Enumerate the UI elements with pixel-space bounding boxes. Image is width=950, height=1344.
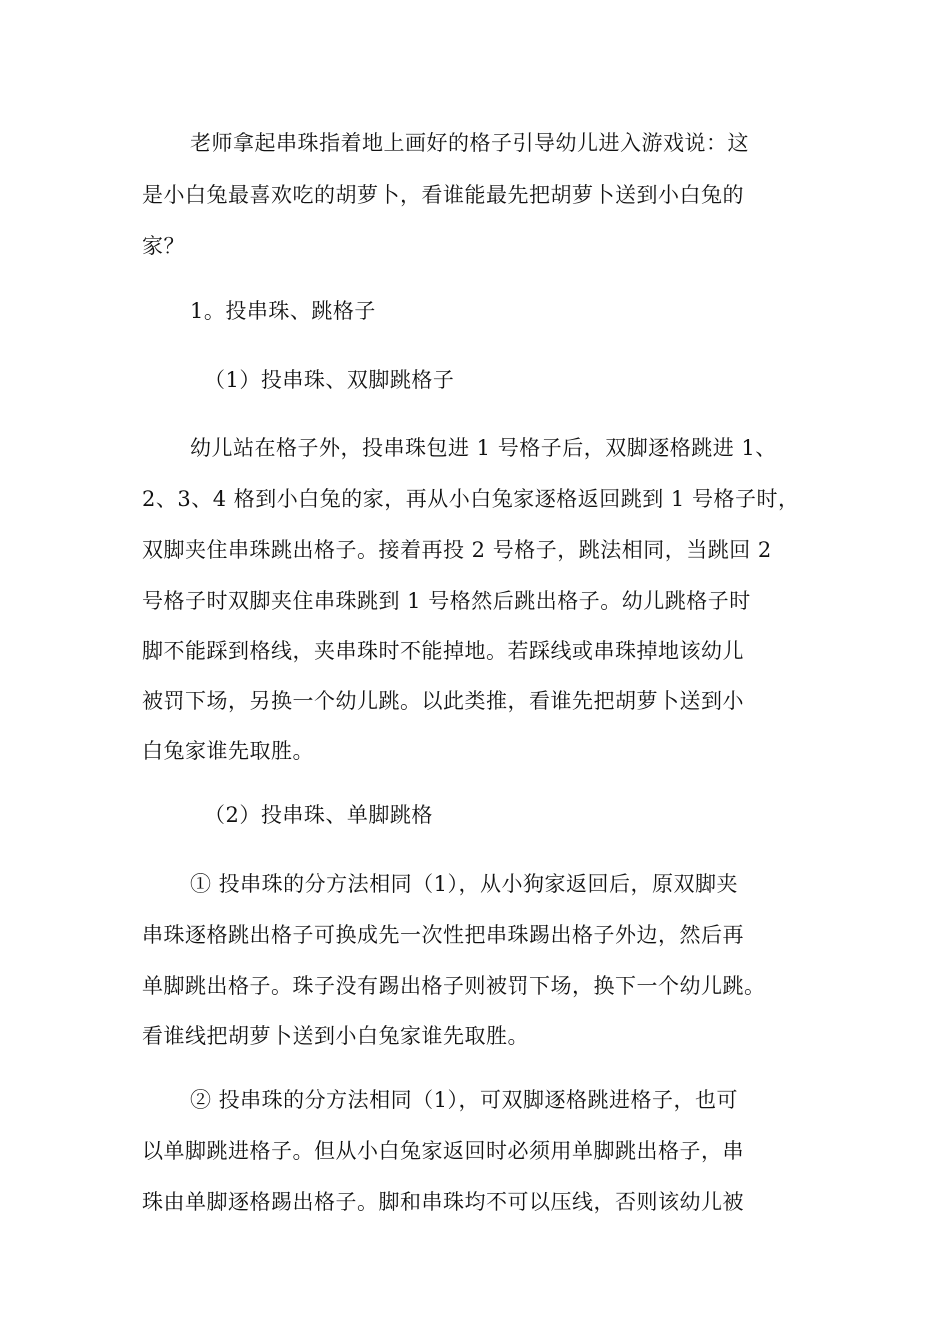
subsection-2-heading: （2）投串珠、单脚跳格 <box>204 803 433 827</box>
subsection-1-line-6: 被罚下场，另换一个幼儿跳。以此类推，看谁先把胡萝卜送到小 <box>142 689 744 713</box>
subsection-1-line-3: 双脚夹住串珠跳出格子。接着再投 2 号格子，跳法相同，当跳回 2 <box>142 538 772 562</box>
subsection-1-line-7: 白兔家谁先取胜。 <box>142 739 314 763</box>
rule-1-line-4: 看谁线把胡萝卜送到小白兔家谁先取胜。 <box>142 1024 529 1048</box>
intro-line-3: 家？ <box>142 234 185 258</box>
rule-2-line-3: 珠由单脚逐格踢出格子。脚和串珠均不可以压线，否则该幼儿被 <box>142 1190 744 1214</box>
section-1-heading: 1。投串珠、跳格子 <box>190 299 376 323</box>
intro-line-1: 老师拿起串珠指着地上画好的格子引导幼儿进入游戏说：这 <box>190 131 749 155</box>
rule-1-line-1: ① 投串珠的分方法相同（1），从小狗家返回后，原双脚夹 <box>190 872 739 896</box>
rule-2-line-2: 以单脚跳进格子。但从小白兔家返回时必须用单脚跳出格子，串 <box>142 1139 744 1163</box>
rule-1-line-2: 串珠逐格跳出格子可换成先一次性把串珠踢出格子外边，然后再 <box>142 923 744 947</box>
intro-line-2: 是小白兔最喜欢吃的胡萝卜，看谁能最先把胡萝卜送到小白兔的 <box>142 183 744 207</box>
subsection-1-heading: （1）投串珠、双脚跳格子 <box>204 368 455 392</box>
subsection-1-line-2: 2、3、4 格到小白兔的家，再从小白兔家逐格返回跳到 1 号格子时， <box>142 487 800 511</box>
rule-1-line-3: 单脚跳出格子。珠子没有踢出格子则被罚下场，换下一个幼儿跳。 <box>142 974 766 998</box>
subsection-1-line-5: 脚不能踩到格线，夹串珠时不能掉地。若踩线或串珠掉地该幼儿 <box>142 639 744 663</box>
subsection-1-line-4: 号格子时双脚夹住串珠跳到 1 号格然后跳出格子。幼儿跳格子时 <box>142 589 751 613</box>
subsection-1-line-1: 幼儿站在格子外，投串珠包进 1 号格子后，双脚逐格跳进 1、 <box>190 436 777 460</box>
rule-2-line-1: ② 投串珠的分方法相同（1），可双脚逐格跳进格子，也可 <box>190 1088 739 1112</box>
